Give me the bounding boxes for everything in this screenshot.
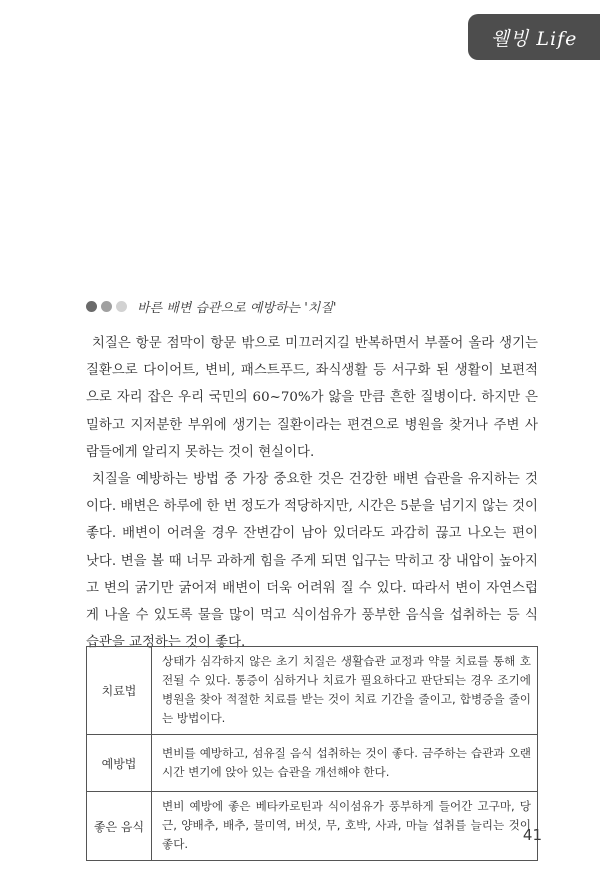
article-body — [86, 330, 538, 656]
section-heading — [86, 297, 337, 316]
table-row — [87, 792, 538, 861]
paragraph: 치질은 항문 점막이 항문 밖으로 미끄러지길 반복하면서 부풀어 올라 생기는 질환으로 다이어트, 변비, 패스트푸드, 좌식생활 등 서구화 된 생활이 보편적으로 자리 잡은 우리 국민의 60~70%가 앓을 만큼 흔한 질병이다. 하지만 은밀하고 지저분한 부위에 생기는 질환이라는 편견으로 병원을 찾거나 주변 사람들에게 알리지 못하는 것이 현실이다. — [86, 336, 538, 460]
paragraph: 치질을 예방하는 방법 중 가장 중요한 것은 건강한 배변 습관을 유지하는 것이다. 배변은 하루에 한 번 정도가 적당하지만, 시간은 5분을 넘기지 않는 것이 좋다. 배변이 어려울 경우 잔변감이 남아 있더라도 과감히 끊고 나오는 편이 낫다. 변을 볼 때 너무 과하게 힘을 주게 되면 입구는 막히고 장 내압이 높아지고 변의 굵기만 굵어져 배변이 더욱 어려워 질 수 있다. 따라서 변이 자연스럽게 나올 수 있도록 물을 많이 먹고 식이섬유가 풍부한 음식을 섭취하는 등 식습관을 교정하는 것이 좋다. — [86, 472, 538, 651]
section-title: 바른 배변 습관으로 예방하는 '치질' — [137, 301, 337, 316]
page-number: 41 — [522, 826, 542, 844]
section-tab-label: 웰빙 Life — [490, 27, 578, 50]
bullet-dot-icon — [101, 301, 112, 312]
row-text: 상태가 심각하지 않은 초기 치질은 생활습관 교정과 약물 치료를 통해 호전될 수 있다. 통증이 심하거나 치료가 필요하다고 판단되는 경우 조기에 병원을 찾아 적절한 치료를 받는 것이 치료 기간을 줄이고, 합병증을 줄이는 방법이다. — [152, 647, 538, 735]
info-table — [86, 646, 538, 861]
table-row — [87, 647, 538, 735]
section-tab — [468, 14, 600, 60]
row-label: 치료법 — [87, 647, 152, 735]
row-label: 좋은 음식 — [87, 792, 152, 861]
row-text: 변비 예방에 좋은 베타카로틴과 식이섬유가 풍부하게 들어간 고구마, 당근, 양배추, 배추, 물미역, 버섯, 무, 호박, 사과, 마늘 섭취를 늘리는 것이 좋다. — [152, 792, 538, 861]
row-label: 예방법 — [87, 735, 152, 792]
bullet-dot-icon — [116, 301, 127, 312]
row-text: 변비를 예방하고, 섬유질 음식 섭취하는 것이 좋다. 금주하는 습관과 오랜시간 변기에 앉아 있는 습관을 개선해야 한다. — [152, 735, 538, 792]
bullet-dot-icon — [86, 301, 97, 312]
table-row — [87, 735, 538, 792]
